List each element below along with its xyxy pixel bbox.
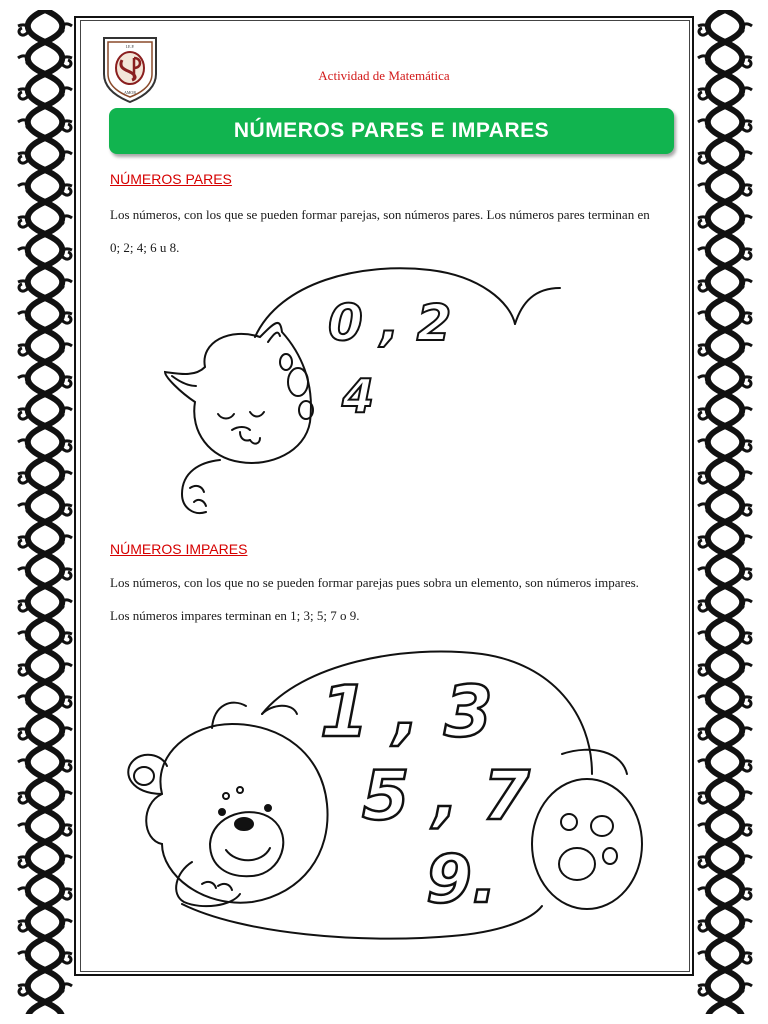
sleeping-cat-illustration [160, 262, 590, 522]
decorative-border-right [694, 10, 756, 1014]
svg-text:1 , 3: 1 , 3 [320, 671, 493, 753]
svg-text:I.E.P.: I.E.P. [125, 44, 135, 49]
heading-numeros-impares: NÚMEROS IMPARES [110, 541, 248, 557]
activity-subject-label: Actividad de Matemática [318, 68, 450, 83]
sleeping-bear-illustration [122, 644, 652, 964]
paragraph-numeros-pares: Los números, con los que se pueden formar parejas, son números pares. Los números pares terminan en 0; 2; 4; 6 u 8. [110, 207, 650, 255]
paragraph-numeros-impares: Los números, con los que no se pueden formar parejas pues sobra un elemento, son números impares. Los números impares terminan en 1; 3; 5; 7 o 9. [110, 575, 639, 623]
title-banner [109, 108, 674, 154]
decorative-border-left [14, 10, 76, 1014]
heading-numeros-pares: NÚMEROS PARES [110, 171, 232, 187]
svg-text:4: 4 [342, 369, 375, 423]
svg-text:9.: 9. [426, 841, 497, 918]
svg-text:5 , 7: 5 , 7 [362, 757, 530, 836]
svg-text:0 , 2: 0 , 2 [328, 294, 452, 352]
svg-text:AMOR: AMOR [123, 90, 137, 95]
page-title: NÚMEROS PARES E IMPARES [233, 119, 550, 142]
